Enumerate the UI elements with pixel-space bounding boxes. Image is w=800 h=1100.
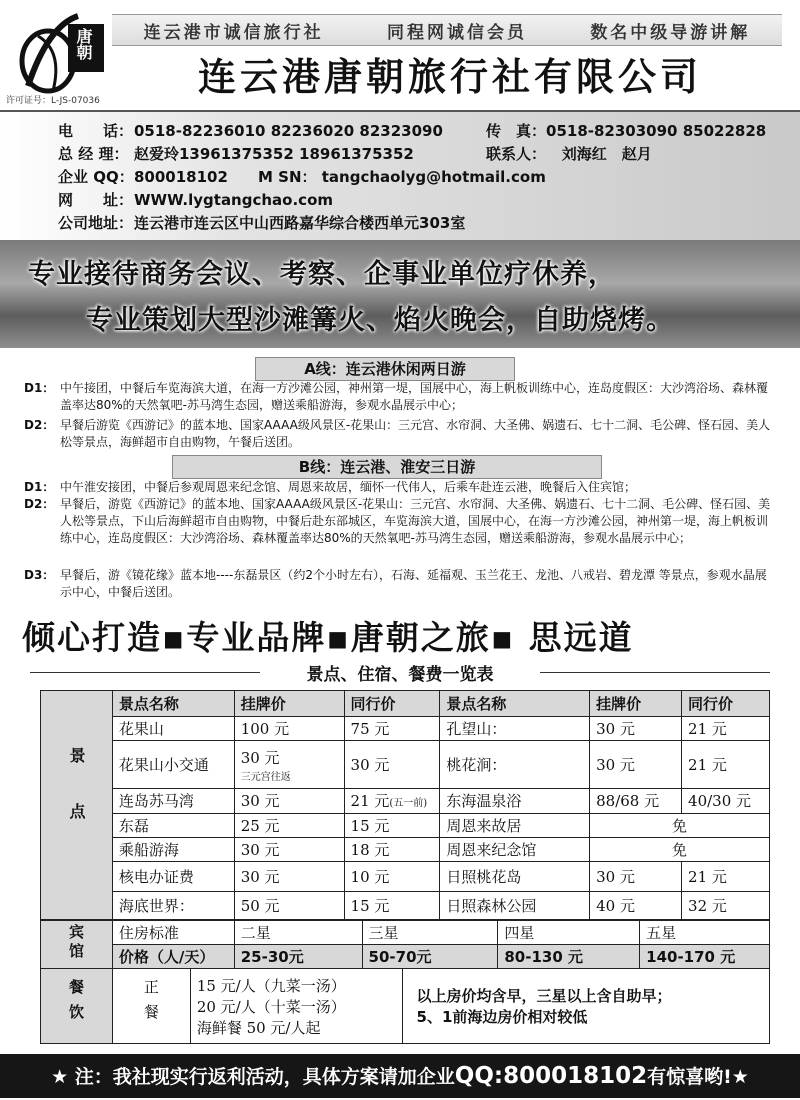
- col-list-price: 挂牌价: [234, 691, 344, 717]
- phone-row: [58, 120, 443, 141]
- spot-name: 东磊: [112, 813, 234, 837]
- hotel-star-2: 二星: [234, 921, 362, 945]
- route-b-title: B线：连云港、淮安三日游: [172, 455, 602, 479]
- contact-person-label: 联系人：: [486, 145, 547, 163]
- list-price: 30 元: [590, 717, 682, 741]
- meal-row: [41, 969, 770, 1044]
- day-text: 中午接团，中餐后车览海滨大道，在海一方沙滩公园，神州第一堤，国展中心，海上帆板训练中心，连岛度假区：大沙湾浴场、森林覆盖率达80%的天然氧吧-苏马湾生态园，赠送乘船游海，参观水晶展示中心；: [60, 381, 769, 412]
- qq-row: [58, 166, 228, 187]
- spot-name: 花果山小交通: [112, 741, 234, 789]
- list-price-note: 三元宫往返: [240, 771, 291, 783]
- fax-label: 传 真：: [486, 122, 547, 140]
- fax-row: [486, 120, 766, 141]
- list-price: 30 元: [234, 861, 344, 891]
- meal-option-3: 海鲜餐 50 元/人起: [196, 1018, 321, 1037]
- price-note-2: 5、1前海边房价相对较低: [416, 1008, 588, 1026]
- free-admission: 免: [590, 813, 770, 837]
- company-name: 连云港唐朝旅行社有限公司: [197, 55, 702, 99]
- day-text: 早餐后，游览《西游记》的蓝本地、国家AAAA级风景区-花果山：三元宫、水帘洞、大圣佛、娲遗石、七十二洞、毛公碑、怪石园、美人松等景点，下山后海鲜超市自由购物，中餐后赴东部城区，车览海滨大道，国展中心，在海一方沙滩公园，神州第一堤，海上帆板训练中心，连岛度假区：大沙湾浴场、森林覆盖率达80%的天然氧吧-苏马湾生态园，赠送乘船游海，参观水晶展示中心；: [60, 497, 771, 545]
- hotel-star-3: 三星: [362, 921, 498, 945]
- day-number: D1：: [24, 480, 55, 494]
- address-value: 连云港市连云区中山西路嘉华综合楼西单元303室: [134, 214, 466, 232]
- day-number: D2：: [24, 497, 55, 511]
- route-a-day-2: [24, 417, 776, 451]
- table-header-row: [41, 691, 770, 717]
- spots-side-text: 景点: [66, 747, 86, 859]
- spots-price-table: [40, 690, 770, 920]
- footer-qq[interactable]: QQ:800018102: [454, 1063, 648, 1089]
- meal-side-label: [41, 969, 113, 1044]
- msn-value[interactable]: tangchaolyg@hotmail.com: [321, 168, 546, 186]
- service-banner: [0, 240, 800, 348]
- hotel-star-5: 五星: [640, 921, 770, 945]
- meal-options: [190, 969, 402, 1044]
- hotel-price-2: 25-30元: [234, 945, 362, 969]
- website-link[interactable]: WWW.lygtangchao.com: [134, 191, 333, 209]
- peer-price: 18 元: [344, 837, 440, 861]
- footer-prefix: ★ 注：我社现实行返利活动，具体方案请加企业: [51, 1066, 455, 1088]
- peer-price: 15 元: [344, 891, 440, 919]
- website-row: [58, 189, 333, 210]
- peer-price: 75 元: [344, 717, 440, 741]
- col-spot-name: 景点名称: [112, 691, 234, 717]
- meal-option-2: 20 元/人（十菜一汤）: [196, 997, 346, 1016]
- col-spot-name-2: 景点名称: [440, 691, 590, 717]
- credential-bar: [112, 14, 782, 46]
- table-row: [41, 717, 770, 741]
- peer-price: 21 元: [350, 792, 390, 811]
- hotel-star-4: 四星: [498, 921, 640, 945]
- list-price: 50 元: [234, 891, 344, 919]
- day-number: D3：: [24, 568, 55, 582]
- peer-price: 15 元: [344, 813, 440, 837]
- banner-line-2: 专业策划大型沙滩篝火、焰火晚会，自助烧烤。: [86, 305, 674, 336]
- license-number: 许可证号：L-JS-07036: [6, 96, 100, 106]
- hotel-price-3: 50-70元: [362, 945, 498, 969]
- spot-name: 周恩来纪念馆: [440, 837, 590, 861]
- list-price-cell: [234, 741, 344, 789]
- table-row: [41, 837, 770, 861]
- phone-label: 电 话：: [58, 122, 134, 140]
- spot-name: 周恩来故居: [440, 813, 590, 837]
- list-price: 100 元: [234, 717, 344, 741]
- hotel-standard-row: [41, 921, 770, 945]
- peer-price-note: (五一前): [389, 798, 428, 810]
- credential-2: 同程网诚信会员: [386, 22, 527, 43]
- peer-price: 21 元: [682, 861, 770, 891]
- peer-price: 30 元: [344, 741, 440, 789]
- contact-panel: [0, 110, 800, 240]
- promo-footer: [0, 1054, 800, 1098]
- peer-price: 10 元: [344, 861, 440, 891]
- banner-line-1: 专业接待商务会议、考察、企事业单位疗休养，: [28, 259, 616, 290]
- col-peer-price-2: 同行价: [682, 691, 770, 717]
- hotel-side-text: 宾馆: [66, 923, 85, 962]
- table-row: [41, 813, 770, 837]
- route-a-title: A线：连云港休闲两日游: [255, 357, 515, 381]
- spot-name: 连岛苏马湾: [112, 789, 234, 813]
- hotel-price-row: [41, 945, 770, 969]
- table-row: [41, 789, 770, 813]
- hotel-price-5: 140-170 元: [640, 945, 770, 969]
- day-number: D2：: [24, 418, 55, 432]
- day-text: 早餐后游览《西游记》的蓝本地、国家AAAA级风景区-花果山：三元宫、水帘洞、大圣佛、娲遗石、七十二洞、毛公碑、怪石园、美人松等景点，海鲜超市自由购物，午餐后送团。: [60, 418, 771, 449]
- credential-1: 连云港市诚信旅行社: [143, 22, 324, 43]
- list-price: 30 元: [234, 837, 344, 861]
- peer-price: 21 元: [682, 717, 770, 741]
- day-text: 早餐后，游《镜花缘》蓝本地----东磊景区（约2个小时左右），石海、延福观、玉兰花王、龙池、八戒岩、碧龙潭 等景点，参观水晶展示中心，中餐后送团。: [60, 568, 767, 599]
- msn-row: [258, 166, 546, 187]
- address-label: 公司地址：: [58, 214, 134, 232]
- gm-row: [58, 143, 414, 164]
- table-row: [41, 861, 770, 891]
- route-b-day-1: [24, 479, 776, 496]
- spot-name: 日照森林公园: [440, 891, 590, 919]
- list-price: 30 元: [590, 741, 682, 789]
- footer-suffix: 有惊喜哟!★: [647, 1066, 749, 1088]
- company-logo: [8, 6, 108, 106]
- list-price: 30 元: [234, 789, 344, 813]
- contact-person-value: 刘海红 赵月: [561, 145, 652, 163]
- list-price: 25 元: [234, 813, 344, 837]
- contact-person-row: [486, 143, 652, 164]
- spot-name: 海底世界：: [112, 891, 234, 919]
- table-row: [41, 891, 770, 919]
- logo-text: 唐朝: [74, 28, 93, 60]
- meal-type-text: 正餐: [141, 979, 160, 1029]
- route-a-day-1: [24, 380, 776, 414]
- fax-value: 0518-82303090 85022828: [546, 122, 767, 140]
- qq-label: 企业 QQ：: [58, 168, 134, 186]
- credential-3: 数名中级导游讲解: [590, 22, 751, 43]
- hotel-price-label: 价格（人/天）: [112, 945, 234, 969]
- meal-price-table: [40, 968, 770, 1044]
- address-row: [58, 212, 465, 233]
- col-list-price-2: 挂牌价: [590, 691, 682, 717]
- list-price: 88/68 元: [590, 789, 682, 813]
- msn-label: M SN：: [258, 168, 317, 186]
- spot-name: 桃花涧：: [440, 741, 590, 789]
- hotel-side-label: [41, 921, 113, 969]
- hotel-standard-label: 住房标准: [112, 921, 234, 945]
- phone-value: 0518-82236010 82236020 82323090: [134, 122, 443, 140]
- list-price: 30 元: [240, 748, 280, 767]
- day-text: 中午淮安接团，中餐后参观周恩来纪念馆、周恩来故居，缅怀一代伟人，后乘车赴连云港，晚餐后入住宾馆；: [60, 480, 637, 494]
- spot-name: 日照桃花岛: [440, 861, 590, 891]
- peer-price-cell: [344, 789, 440, 813]
- list-price: 40 元: [590, 891, 682, 919]
- peer-price: 32 元: [682, 891, 770, 919]
- day-number: D1：: [24, 381, 55, 395]
- spot-name: 孔望山：: [440, 717, 590, 741]
- route-b-day-2: [24, 496, 776, 547]
- gm-label: 总 经 理：: [58, 145, 129, 163]
- price-table-title: 景点、住宿、餐费一览表: [306, 665, 494, 685]
- hotel-price-table: [40, 920, 770, 969]
- col-peer-price: 同行价: [344, 691, 440, 717]
- peer-price: 40/30 元: [682, 789, 770, 813]
- price-notes: [402, 969, 769, 1044]
- list-price: 30 元: [590, 861, 682, 891]
- hotel-price-4: 80-130 元: [498, 945, 640, 969]
- table-row: [41, 741, 770, 789]
- free-admission: 免: [590, 837, 770, 861]
- brand-slogan: 倾心打造▪专业品牌▪唐朝之旅▪ 思远道: [22, 618, 634, 657]
- spot-name: 东海温泉浴: [440, 789, 590, 813]
- qq-value[interactable]: 800018102: [134, 168, 228, 186]
- meal-side-text: 餐饮: [66, 979, 85, 1029]
- spot-name: 花果山: [112, 717, 234, 741]
- peer-price: 21 元: [682, 741, 770, 789]
- route-b-day-3: [24, 567, 776, 601]
- meal-option-1: 15 元/人（九菜一汤）: [196, 976, 346, 995]
- spot-name: 核电办证费: [112, 861, 234, 891]
- spot-name: 乘船游海: [112, 837, 234, 861]
- meal-type: [112, 969, 190, 1044]
- spots-side-label: [41, 691, 113, 920]
- price-note-1: 以上房价均含早，三星以上含自助早；: [416, 987, 672, 1005]
- website-label: 网 址：: [58, 191, 134, 209]
- title-rule-right: [540, 672, 770, 673]
- gm-value: 赵爱玲13961375352 18961375352: [134, 145, 414, 163]
